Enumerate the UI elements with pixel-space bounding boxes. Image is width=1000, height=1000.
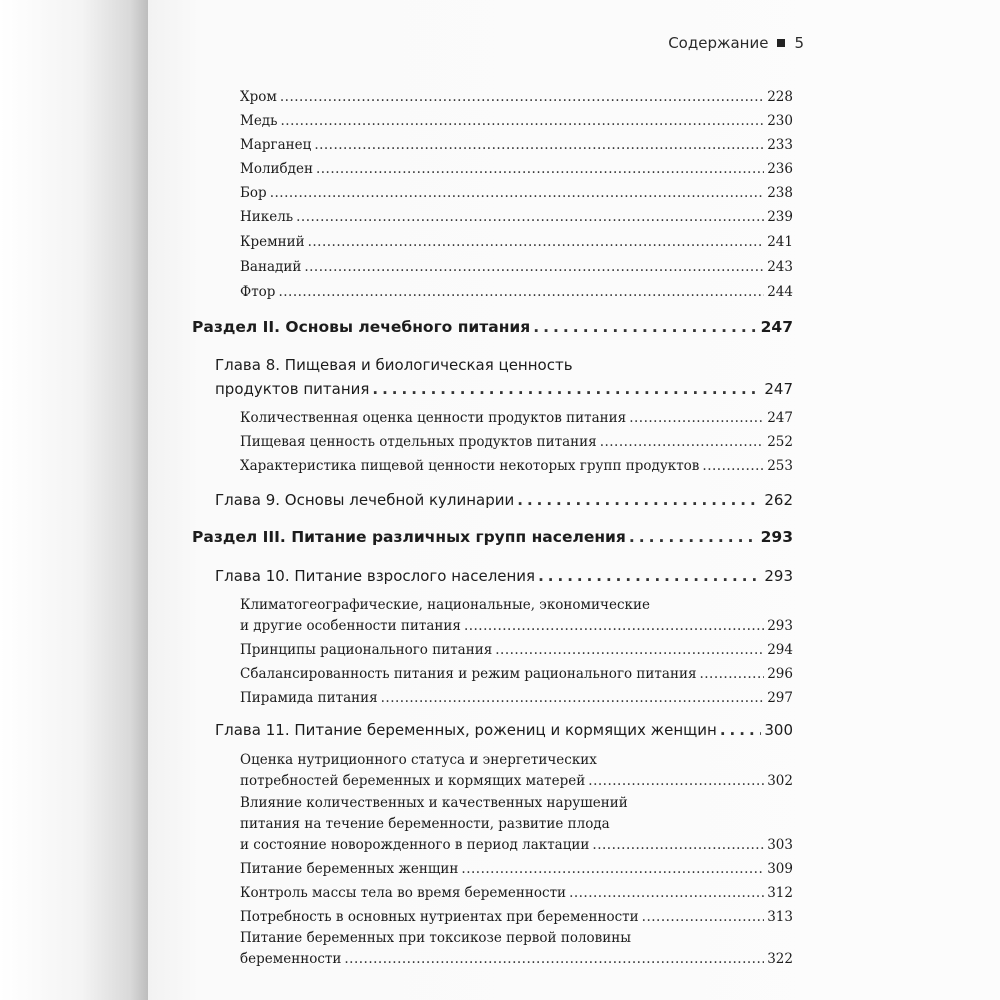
toc-entry-product-groups[interactable] (240, 458, 793, 474)
toc-entry-label: беременности (240, 951, 342, 967)
toc-entry-page: 228 (767, 89, 793, 105)
toc-entry-page: 302 (767, 773, 793, 789)
toc-entry-fluorine[interactable] (240, 284, 793, 300)
dot-leader (720, 721, 762, 739)
toc-entry-page: 309 (767, 861, 793, 877)
toc-entry-page: 303 (767, 837, 793, 853)
toc-chapter-8[interactable] (215, 380, 793, 398)
dot-leader (381, 690, 765, 706)
dot-leader (629, 528, 758, 546)
dot-leader (280, 113, 764, 129)
dot-leader (588, 773, 764, 789)
toc-entry-page: 239 (767, 209, 793, 225)
toc-entry-pregnant-nutrition[interactable] (240, 861, 793, 877)
toc-entry-label: Принципы рационального питания (240, 642, 493, 658)
toc-entry-label: Сбалансированность питания и режим рационального питания (240, 666, 697, 682)
toc-entry-page: 233 (767, 137, 793, 153)
toc-entry-manganese[interactable] (240, 137, 793, 153)
toc-entry-page: 252 (767, 434, 793, 450)
dot-leader (372, 380, 761, 398)
toc-chapter-label: продуктов питания (215, 380, 370, 398)
toc-entry-disorders[interactable] (240, 837, 793, 853)
toc-entry-label: и состояние новорожденного в период лактации (240, 837, 590, 853)
toc-entry-label: Контроль массы тела во время беременности (240, 885, 567, 901)
header-page-number: 5 (794, 34, 804, 52)
toc-entry-silicon[interactable] (240, 234, 793, 250)
toc-chapter-label: Глава 11. Питание беременных, рожениц и кормящих женщин (215, 721, 717, 739)
dot-leader (699, 666, 764, 682)
toc-entry-balance[interactable] (240, 666, 793, 682)
toc-entry-nickel[interactable] (240, 209, 793, 225)
toc-entry-climate[interactable] (240, 618, 793, 634)
toc-entry-weight-control[interactable] (240, 885, 793, 901)
toc-entry-label: Марганец (240, 137, 312, 153)
toc-section-3[interactable] (192, 528, 793, 546)
toc-entry-page: 322 (767, 951, 793, 967)
toc-entry-page: 230 (767, 113, 793, 129)
dot-leader (592, 837, 764, 853)
toc-entry-page: 293 (767, 618, 793, 634)
toc-chapter-11[interactable] (215, 721, 793, 739)
toc-chapter-page: 293 (764, 567, 793, 585)
toc-entry-label: Никель (240, 209, 294, 225)
dot-leader (517, 491, 761, 509)
toc-chapter-page: 262 (764, 491, 793, 509)
toc-entry-label: Фтор (240, 284, 276, 300)
toc-entry-label: Пищевая ценность отдельных продуктов питания (240, 434, 597, 450)
dot-leader (642, 909, 765, 925)
toc-entry-chromium[interactable] (240, 89, 793, 105)
toc-chapter-page: 247 (764, 380, 793, 398)
toc-entry-toxicosis[interactable] (240, 951, 793, 967)
toc-entry-label: Характеристика пищевой ценности некоторых групп продуктов (240, 458, 700, 474)
toc-section-label: Раздел III. Питание различных групп населения (192, 528, 626, 546)
toc-entry-label: Кремний (240, 234, 305, 250)
toc-entry-page: 241 (767, 234, 793, 250)
toc-entry-nutritional-value[interactable] (240, 434, 793, 450)
dot-leader (495, 642, 764, 658)
toc-chapter-10[interactable] (215, 567, 793, 585)
dot-leader (461, 861, 764, 877)
toc-entry-page: 253 (767, 458, 793, 474)
dot-leader (296, 209, 764, 225)
toc-entry-copper[interactable] (240, 113, 793, 129)
dot-leader (569, 885, 764, 901)
dot-leader (316, 161, 764, 177)
dot-leader (314, 137, 764, 153)
toc-entry-label: Бор (240, 185, 267, 201)
toc-entry-quantitative-value[interactable] (240, 410, 793, 426)
toc-chapter-9[interactable] (215, 491, 793, 509)
toc-entry-molybdenum[interactable] (240, 161, 793, 177)
toc-entry-pyramid[interactable] (240, 690, 793, 706)
dot-leader (533, 318, 757, 336)
toc-entry-nutrition-status-line1[interactable]: Оценка нутриционного статуса и энергетических (240, 752, 597, 768)
dot-leader (702, 458, 764, 474)
toc-entry-page: 312 (767, 885, 793, 901)
dot-leader (600, 434, 765, 450)
toc-chapter-page: 300 (764, 721, 793, 739)
toc-entry-label: Хром (240, 89, 277, 105)
dot-leader (538, 567, 761, 585)
dot-leader (270, 185, 765, 201)
toc-entry-label: Ванадий (240, 259, 302, 275)
toc-chapter-8-line1[interactable]: Глава 8. Пищевая и биологическая ценность (215, 356, 573, 374)
dot-leader (308, 234, 765, 250)
toc-section-page: 247 (760, 318, 793, 336)
toc-entry-label: Медь (240, 113, 278, 129)
toc-entry-rational-principles[interactable] (240, 642, 793, 658)
toc-entry-page: 243 (767, 259, 793, 275)
toc-entry-nutrition-status[interactable] (240, 773, 793, 789)
toc-entry-label: Пирамида питания (240, 690, 378, 706)
toc-entry-climate-line1[interactable]: Климатогеографические, национальные, экономические (240, 597, 650, 613)
toc-entry-boron[interactable] (240, 185, 793, 201)
toc-entry-toxicosis-line1[interactable]: Питание беременных при токсикозе первой половины (240, 930, 631, 946)
dot-leader (304, 259, 764, 275)
toc-entry-page: 313 (767, 909, 793, 925)
toc-entry-page: 244 (767, 284, 793, 300)
dot-leader (464, 618, 764, 634)
toc-entry-disorders-line1[interactable]: Влияние количественных и качественных нарушений (240, 795, 628, 811)
toc-entry-page: 238 (767, 185, 793, 201)
dot-leader (278, 284, 764, 300)
toc-entry-page: 296 (767, 666, 793, 682)
toc-entry-label: Молибден (240, 161, 313, 177)
toc-entry-label: и другие особенности питания (240, 618, 461, 634)
toc-entry-label: Количественная оценка ценности продуктов питания (240, 410, 627, 426)
toc-section-page: 293 (760, 528, 793, 546)
toc-entry-page: 236 (767, 161, 793, 177)
toc-entry-label: Потребность в основных нутриентах при беременности (240, 909, 639, 925)
toc-entry-label: потребностей беременных и кормящих матерей (240, 773, 586, 789)
toc-entry-disorders-line2[interactable]: питания на течение беременности, развитие плода (240, 816, 610, 832)
toc-entry-label: Питание беременных женщин (240, 861, 459, 877)
toc-chapter-label: Глава 10. Питание взрослого населения (215, 567, 536, 585)
dot-leader (344, 951, 764, 967)
toc-section-label: Раздел II. Основы лечебного питания (192, 318, 531, 336)
toc-entry-page: 247 (767, 410, 793, 426)
toc-entry-page: 294 (767, 642, 793, 658)
toc-entry-vanadium[interactable] (240, 259, 793, 275)
toc-entry-nutrient-needs[interactable] (240, 909, 793, 925)
toc-section-2[interactable] (192, 318, 793, 336)
toc-chapter-label: Глава 9. Основы лечебной кулинарии (215, 491, 515, 509)
dot-leader (629, 410, 764, 426)
toc-entry-page: 297 (767, 690, 793, 706)
dot-leader (280, 89, 764, 105)
header-title: Содержание (668, 34, 769, 52)
